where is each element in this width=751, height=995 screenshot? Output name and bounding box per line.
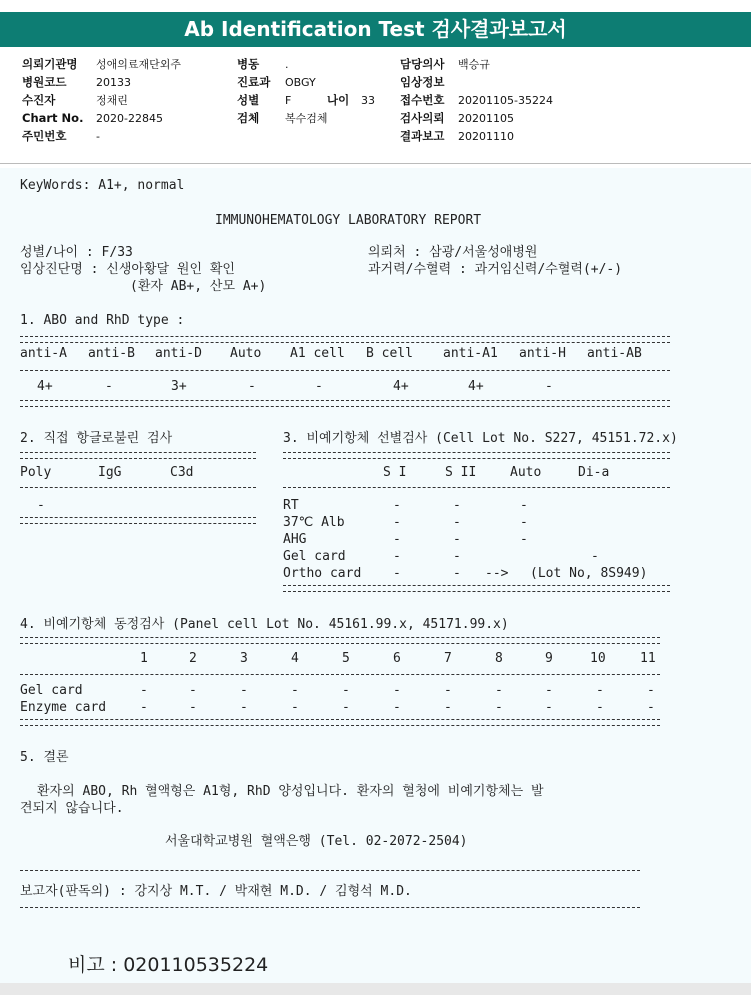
header-row [0,128,751,145]
panel-cell: - [596,700,604,715]
panel-cell: - [647,700,655,715]
abo-value-auto: - [248,379,256,394]
screen-row-label: AHG [283,532,307,547]
label-patient: 수진자 [22,93,56,107]
double-rule [20,336,670,343]
header-row [0,110,751,127]
label-doctor: 담당의사 [400,57,445,71]
value-doctor: 백승규 [458,58,490,71]
abo-value-anti-a1: 4+ [468,379,484,394]
panel-row-label: Gel card [20,683,83,698]
panel-col-header: 2 [189,651,197,666]
panel-cell: - [342,683,350,698]
sex-age: 성별/나이 : F/33 [20,245,133,260]
panel-col-header: 1 [140,651,148,666]
label-request-date: 검사의뢰 [400,111,445,125]
panel-cell: - [444,683,452,698]
referrer: 의뢰처 : 삼광/서울성애병원 [368,245,538,260]
value-hospital-code: 20133 [96,76,131,89]
value-report-date: 20201110 [458,130,514,143]
panel-cell: - [240,700,248,715]
screen-header-si: S I [383,465,407,480]
panel-col-header: 4 [291,651,299,666]
panel-col-header: 3 [240,651,248,666]
abo-value-a1-cell: - [315,379,323,394]
conclusion-line-1: 환자의 ABO, Rh 혈액형은 A1형, RhD 양성입니다. 환자의 혈청에 비예기항체는 발 [37,784,544,799]
abo-header-anti-a: anti-A [20,346,67,361]
page-footer [0,983,751,995]
section-3-title: 3. 비예기항체 선별검사 (Cell Lot No. S227, 45151.72.x) [283,431,678,446]
label-hospital-code: 병원코드 [22,75,67,89]
dat-header-poly: Poly [20,465,52,480]
panel-row-label: Enzyme card [20,700,107,715]
panel-cell: - [291,683,299,698]
screen-value-sii: - [453,498,461,513]
conclusion-line-2: 견되지 않습니다. [20,801,124,816]
double-rule [20,637,660,644]
value-resident-no: - [96,130,100,143]
note: 비고 : 020110535224 [68,954,269,976]
panel-cell: - [291,700,299,715]
value-chart-no: 2020-22845 [96,112,163,125]
screen-value-si: - [393,515,401,530]
screen-value-auto: - [520,515,528,530]
single-rule [20,370,670,371]
value-ward: . [285,58,289,71]
keywords: KeyWords: A1+, normal [20,178,185,193]
panel-col-header: 9 [545,651,553,666]
label-ward: 병동 [237,57,260,71]
report-title-banner: Ab Identification Test 검사결과보고서 [0,12,751,47]
report-title: IMMUNOHEMATOLOGY LABORATORY REPORT [215,213,482,228]
abo-header-anti-d: anti-D [155,346,202,361]
panel-cell: - [444,700,452,715]
panel-cell: - [189,683,197,698]
panel-cell: - [647,683,655,698]
header-row [0,74,751,91]
panel-cell: - [393,700,401,715]
value-age: 33 [361,94,375,107]
panel-cell: - [140,683,148,698]
abo-value-b-cell: 4+ [393,379,409,394]
label-report-date: 결과보고 [400,129,445,143]
institution-contact: 서울대학교병원 혈액은행 (Tel. 02-2072-2504) [165,834,468,849]
header-row [0,92,751,109]
screen-value-si: - [393,532,401,547]
panel-col-header: 10 [590,651,606,666]
label-specimen: 검체 [237,111,260,125]
screen-header-auto: Auto [510,465,542,480]
abo-header-auto: Auto [230,346,262,361]
panel-col-header: 6 [393,651,401,666]
section-4-title: 4. 비예기항체 동정검사 (Panel cell Lot No. 45161.99.x, 45171.99.x) [20,617,509,632]
abo-header-anti-ab: anti-AB [587,346,642,361]
dat-header-c3d: C3d [170,465,194,480]
value-accession: 20201105-35224 [458,94,553,107]
diagnosis: 임상진단명 : 신생아황달 원인 확인 [20,262,235,277]
label-clinical-info: 임상정보 [400,75,445,89]
double-rule [20,452,256,459]
header-row [0,56,751,73]
section-1-title: 1. ABO and RhD type : [20,313,185,328]
panel-cell: - [189,700,197,715]
label-institution: 의뢰기관명 [22,57,78,71]
dat-value-poly: - [37,498,45,513]
dat-header-igg: IgG [98,465,122,480]
transfusion-history: 과거력/수혈력 : 과거임신력/수혈력(+/-) [368,262,623,277]
screen-value-si: - [393,549,401,564]
abo-value-anti-b: - [105,379,113,394]
abo-value-anti-a: 4+ [37,379,53,394]
single-rule [283,487,670,488]
header-divider [0,163,751,164]
diagnosis-detail: (환자 AB+, 산모 A+) [130,279,267,294]
single-rule [20,907,640,908]
panel-col-header: 11 [640,651,656,666]
panel-cell: - [495,683,503,698]
screen-value-si: - [393,498,401,513]
screen-value-sii: - [453,549,461,564]
screen-value-sii: - [453,566,461,581]
abo-header-anti-b: anti-B [88,346,135,361]
screen-row-label: Gel card [283,549,346,564]
abo-value-anti-h: - [545,379,553,394]
screen-value-di-a: (Lot No, 8S949) [530,566,648,581]
panel-cell: - [545,700,553,715]
panel-cell: - [545,683,553,698]
panel-cell: - [240,683,248,698]
panel-cell: - [393,683,401,698]
single-rule [20,674,660,675]
panel-cell: - [140,700,148,715]
value-patient: 정채린 [96,94,128,107]
value-sex: F [285,94,292,107]
double-rule [20,719,660,726]
panel-col-header: 5 [342,651,350,666]
double-rule [20,517,256,524]
screen-row-label: RT [283,498,299,513]
screen-header-sii: S II [445,465,477,480]
screen-value-si: - [393,566,401,581]
panel-cell: - [495,700,503,715]
abo-header-a1-cell: A1 cell [290,346,345,361]
value-department: OBGY [285,76,316,89]
section-5-title: 5. 결론 [20,750,69,765]
panel-cell: - [342,700,350,715]
reporter-line: 보고자(판독의) : 강지상 M.T. / 박재현 M.D. / 김형석 M.D. [20,884,412,899]
panel-col-header: 8 [495,651,503,666]
screen-row-label: Ortho card [283,566,362,581]
screen-value-auto: - [520,532,528,547]
header-info [0,52,751,152]
label-sex: 성별 [237,93,260,107]
screen-value-sii: - [453,515,461,530]
label-age: 나이 [327,93,350,107]
abo-header-b-cell: B cell [366,346,413,361]
label-accession: 접수번호 [400,93,445,107]
double-rule [20,400,670,407]
screen-value-sii: - [453,532,461,547]
single-rule [20,487,256,488]
screen-row-label: 37℃ Alb [283,515,345,530]
value-institution: 성애의료재단외주 [96,58,182,71]
screen-header-di-a: Di-a [578,465,610,480]
abo-header-anti-a1: anti-A1 [443,346,498,361]
section-2-title: 2. 직접 항글로불린 검사 [20,431,173,446]
abo-value-anti-d: 3+ [171,379,187,394]
single-rule [20,870,640,871]
double-rule [283,585,670,592]
label-department: 진료과 [237,75,271,89]
value-specimen: 복수검체 [285,112,328,125]
screen-value-auto: --> [485,566,509,581]
abo-header-anti-h: anti-H [519,346,566,361]
value-request-date: 20201105 [458,112,514,125]
label-chart-no: Chart No. [22,111,84,125]
panel-cell: - [596,683,604,698]
screen-value-auto: - [520,498,528,513]
double-rule [283,452,670,459]
label-resident-no: 주민번호 [22,129,67,143]
panel-col-header: 7 [444,651,452,666]
screen-value-di-a: - [591,549,599,564]
